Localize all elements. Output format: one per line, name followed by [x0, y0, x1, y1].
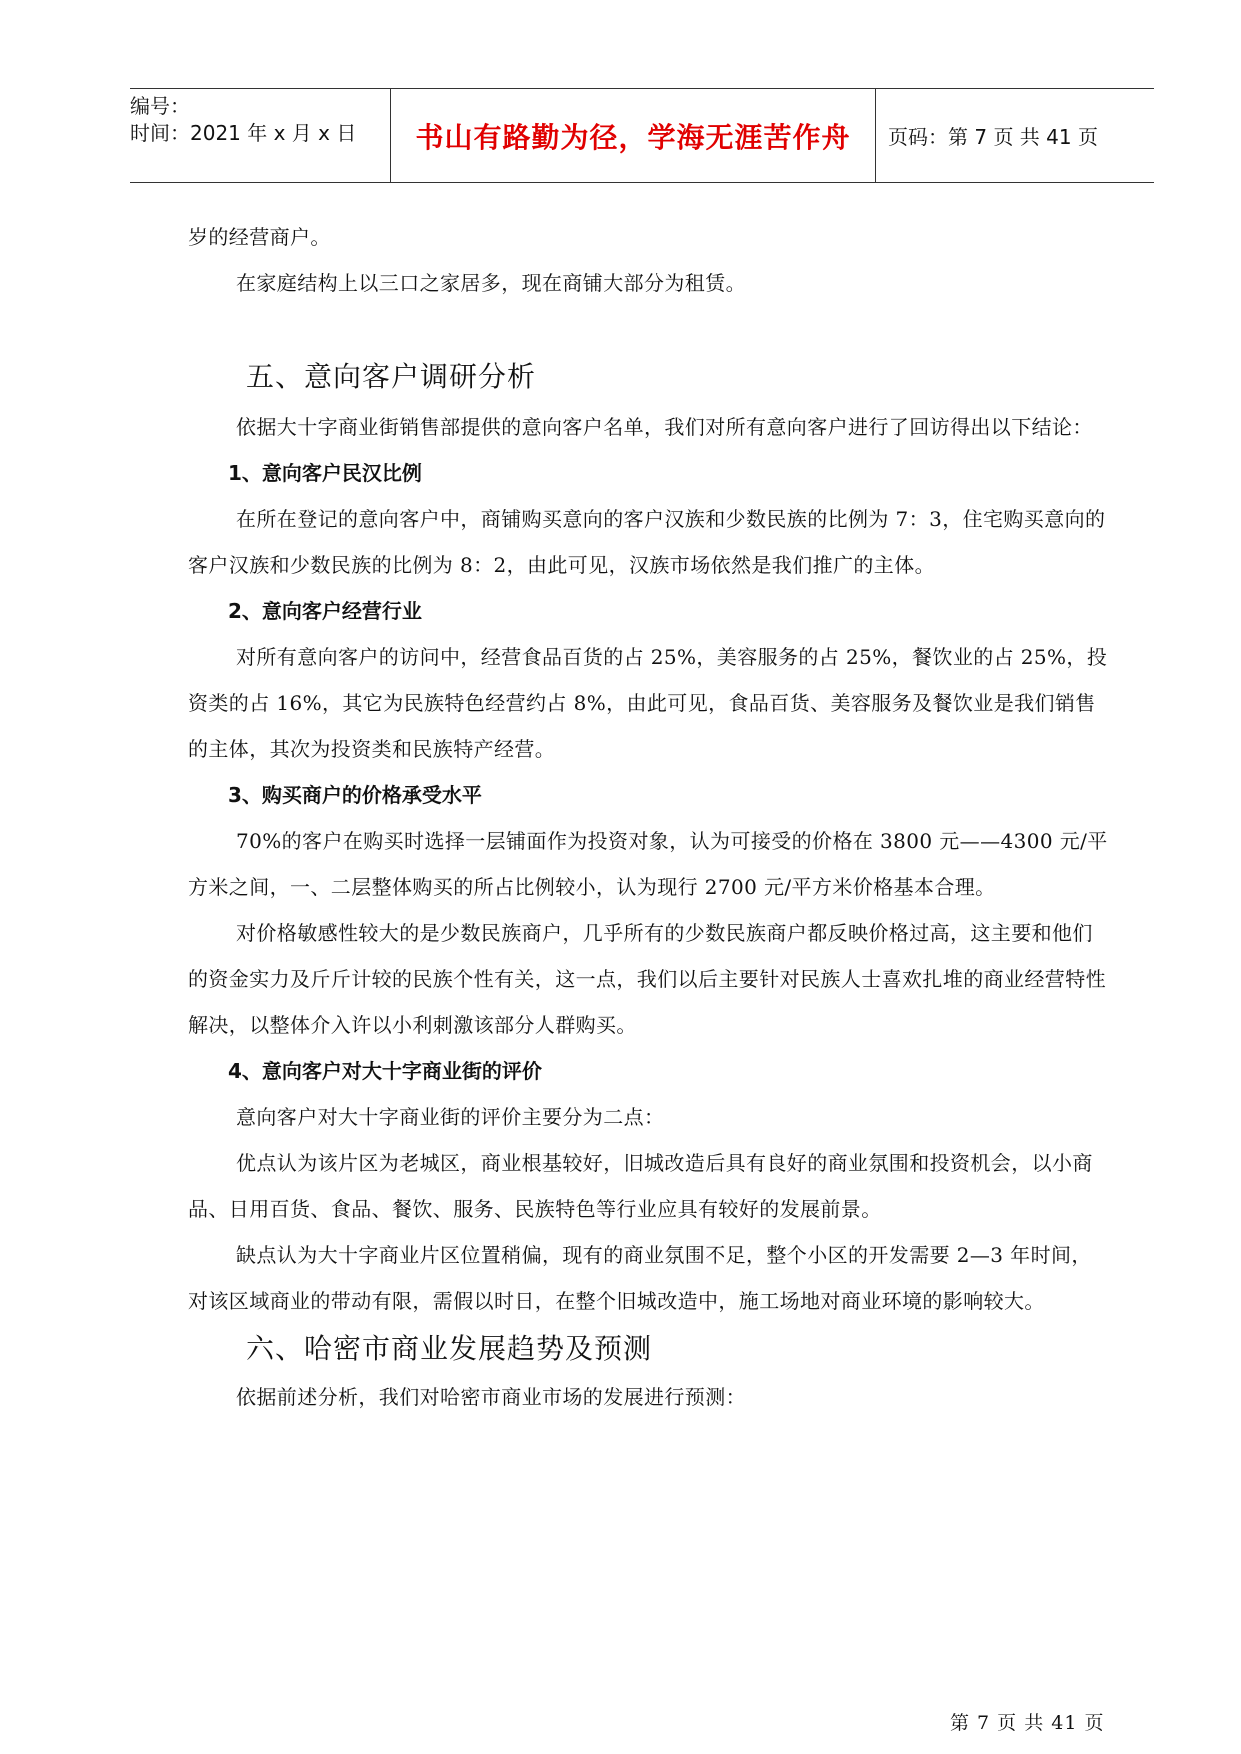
header-page-info: 页码：第 7 页 共 41 页	[888, 125, 1098, 149]
paragraph: 在家庭结构上以三口之家居多，现在商铺大部分为租赁。	[236, 271, 746, 295]
paragraph: 在所在登记的意向客户中，商铺购买意向的客户汉族和少数民族的比例为 7：3，住宅购买意向的客户汉族和少数民族的比例为 8：2，由此可见，汉族市场依然是我们推广的主体。	[188, 507, 1106, 577]
section-heading-5: 五、意向客户调研分析	[246, 360, 537, 393]
header-motto: 书山有路勤为径，学海无涯苦作舟	[391, 89, 876, 182]
section-heading-6: 六、哈密市商业发展趋势及预测	[246, 1332, 653, 1365]
page-header	[130, 88, 1154, 183]
paragraph: 意向客户对大十字商业街的评价主要分为二点：	[236, 1105, 665, 1129]
subsection-heading-3: 3、购买商户的价格承受水平	[228, 783, 482, 807]
paragraph: 依据大十字商业街销售部提供的意向客户名单，我们对所有意向客户进行了回访得出以下结论：	[236, 415, 1093, 439]
number-label: 编号：	[130, 94, 190, 118]
subsection-heading-1: 1、意向客户民汉比例	[228, 461, 422, 485]
page-footer: 第 7 页 共 41 页	[950, 1712, 1105, 1734]
spacer	[188, 306, 1108, 352]
paragraph: 依据前述分析，我们对哈密市商业市场的发展进行预测：	[236, 1385, 746, 1409]
paragraph: 缺点认为大十字商业片区位置稍偏，现有的商业氛围不足，整个小区的开发需要 2—3 年时间，对该区域商业的带动有限，需假以时日，在整个旧城改造中，施工场地对商业环境的影响较大。	[188, 1243, 1092, 1313]
header-meta	[130, 89, 391, 182]
paragraph: 对价格敏感性较大的是少数民族商户，几乎所有的少数民族商户都反映价格过高，这主要和他们的资金实力及斤斤计较的民族个性有关，这一点，我们以后主要针对民族人士喜欢扎堆的商业经营特性解决，以整体介入许以小利刺激该部分人群购买。	[188, 921, 1106, 1037]
paragraph: 70%的客户在购买时选择一层铺面作为投资对象，认为可接受的价格在 3800 元——4300 元/平方米之间，一、二层整体购买的所占比例较小，认为现行 2700 元/平方米价格基本合理。	[188, 829, 1108, 899]
time-label: 时间：2021 年 x 月 x 日	[130, 121, 357, 145]
paragraph: 对所有意向客户的访问中，经营食品百货的占 25%，美容服务的占 25%，餐饮业的占 25%，投资类的占 16%，其它为民族特色经营约占 8%，由此可见，食品百货、美容服务及餐饮业是我们销售的主体，其次为投资类和民族特产经营。	[188, 645, 1108, 761]
paragraph: 岁的经营商户。	[188, 225, 331, 249]
subsection-heading-4: 4、意向客户对大十字商业街的评价	[228, 1059, 542, 1083]
paragraph: 优点认为该片区为老城区，商业根基较好，旧城改造后具有良好的商业氛围和投资机会，以小商品、日用百货、食品、餐饮、服务、民族特色等行业应具有较好的发展前景。	[188, 1151, 1093, 1221]
subsection-heading-2: 2、意向客户经营行业	[228, 599, 422, 623]
document-body	[188, 210, 1108, 1420]
